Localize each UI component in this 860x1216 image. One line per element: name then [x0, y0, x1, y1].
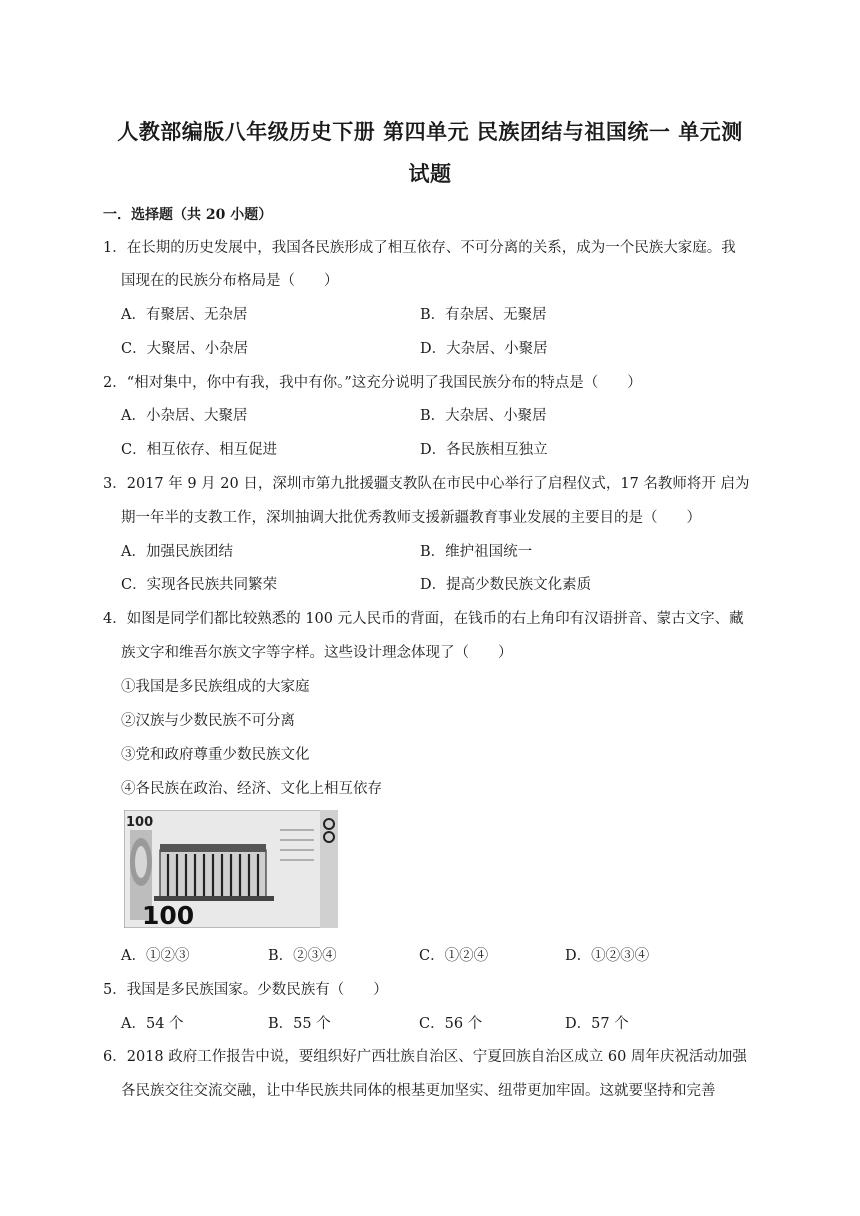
banknote-100-yuan-image: [124, 810, 338, 928]
question-1-option-d: D．大杂居、小聚居: [420, 341, 548, 357]
question-3-option-d: D．提高少数民族文化素质: [420, 577, 592, 593]
question-4-option-b: B．②③④: [268, 948, 337, 964]
question-6-stem: 6．2018 政府工作报告中说，要组织好广西壮族自治区、宁夏回族自治区成立 60 周年庆祝活动加强: [103, 1049, 747, 1065]
question-1-stem-cont: 国现在的民族分布格局是（ ）: [121, 273, 339, 289]
question-1-stem: 1．在长期的历史发展中，我国各民族形成了相互依存、不可分离的关系，成为一个民族大家庭。我: [103, 240, 736, 256]
question-4-statement-1: ①我国是多民族组成的大家庭: [121, 679, 310, 695]
question-2-option-d: D．各民族相互独立: [420, 442, 548, 458]
question-3-option-c: C．实现各民族共同繁荣: [121, 577, 278, 593]
question-3-option-b: B．维护祖国统一: [420, 544, 533, 560]
banknote-small-denomination: 100: [126, 815, 154, 830]
question-4-option-d: D．①②③④: [565, 948, 650, 964]
section-heading: 一．选择题（共 20 小题）: [103, 207, 273, 223]
question-4-stem: 4．如图是同学们都比较熟悉的 100 元人民币的背面，在钱币的右上角印有汉语拼音、蒙古文字、藏: [103, 611, 744, 627]
question-4-option-a: A．①②③: [121, 948, 190, 964]
question-5-option-c: C．56 个: [419, 1016, 483, 1032]
question-4-statement-4: ④各民族在政治、经济、文化上相互依存: [121, 781, 382, 797]
question-2-option-b: B．大杂居、小聚居: [420, 408, 547, 424]
question-2-option-c: C．相互依存、相互促进: [121, 442, 278, 458]
question-1-option-b: B．有杂居、无聚居: [420, 307, 547, 323]
question-6-stem-cont: 各民族交往交流交融，让中华民族共同体的根基更加坚实、纽带更加牢固。这就要坚持和完善: [121, 1083, 716, 1099]
question-3-stem-cont: 期一年半的支教工作，深圳抽调大批优秀教师支援新疆教育事业发展的主要目的是（ ）: [121, 510, 701, 526]
question-2-option-a: A．小杂居、大聚居: [121, 408, 248, 424]
document-title-line-2: 试题: [408, 162, 452, 186]
question-3-option-a: A．加强民族团结: [121, 544, 233, 560]
banknote-large-denomination: 100: [142, 901, 195, 928]
question-4-statement-3: ③党和政府尊重少数民族文化: [121, 747, 310, 763]
question-1-option-c: C．大聚居、小杂居: [121, 341, 249, 357]
question-5-stem: 5．我国是多民族国家。少数民族有（ ）: [103, 982, 388, 998]
question-4-statement-2: ②汉族与少数民族不可分离: [121, 713, 295, 729]
question-3-stem: 3．2017 年 9 月 20 日，深圳市第九批援疆支教队在市民中心举行了启程仪式，17 名教师将开 启为: [103, 476, 750, 492]
question-5-option-b: B．55 个: [268, 1016, 331, 1032]
question-5-option-a: A．54 个: [121, 1016, 184, 1032]
question-4-stem-cont: 族文字和维吾尔族文字等字样。这些设计理念体现了（ ）: [121, 645, 513, 661]
question-1-option-a: A．有聚居、无杂居: [121, 307, 248, 323]
document-title-line-1: 人教部编版八年级历史下册 第四单元 民族团结与祖国统一 单元测: [117, 120, 743, 144]
question-4-option-c: C．①②④: [419, 948, 489, 964]
question-5-option-d: D．57 个: [565, 1016, 629, 1032]
question-2-stem: 2．“相对集中，你中有我，我中有你。”这充分说明了我国民族分布的特点是（ ）: [103, 375, 642, 391]
